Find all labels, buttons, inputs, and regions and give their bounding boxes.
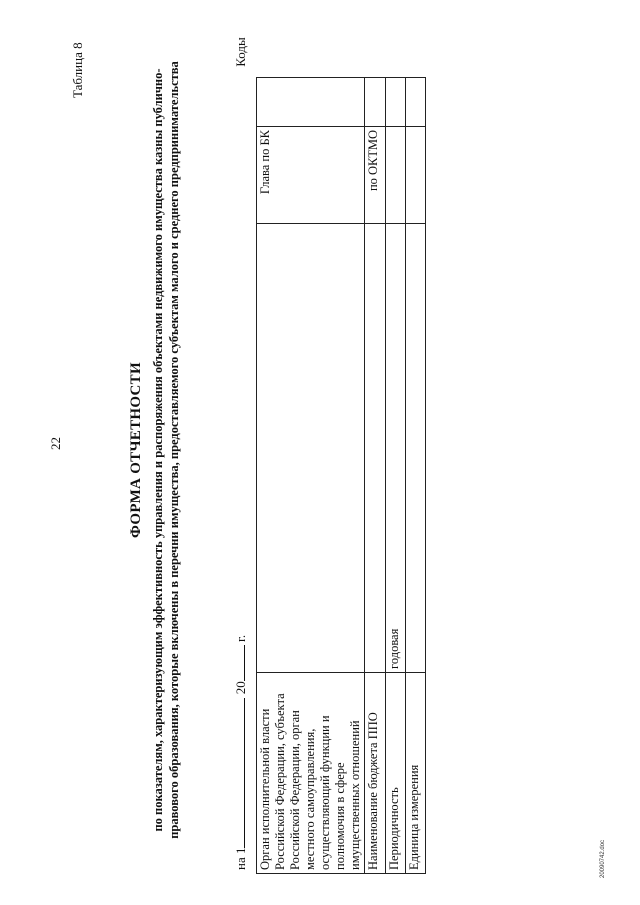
table-row — [406, 78, 426, 874]
row-value — [257, 224, 365, 673]
code-label — [406, 127, 426, 224]
document-file-id: 20090742.doc — [600, 839, 606, 878]
form-title: ФОРМА ОТЧЕТНОСТИ — [128, 362, 144, 538]
form-subtitle: по показателям, характеризующим эффективность управления и распоряжения объектами недвижимого имущества казны публично-правового образования, которые включены в перечни имущества, предоставляемого субъектам малого и среднего предпринимательства — [151, 61, 181, 839]
row-value — [406, 224, 426, 673]
table-label: Таблица 8 — [70, 42, 85, 98]
code-label: по ОКТМО — [365, 127, 386, 224]
year-prefix: 20 — [233, 681, 248, 695]
report-date-line — [232, 635, 249, 870]
form-header-table — [256, 77, 426, 874]
table-row — [365, 78, 386, 874]
code-label: Глава по БК — [257, 127, 365, 224]
code-cell — [386, 78, 406, 127]
code-cell — [406, 78, 426, 127]
code-label — [386, 127, 406, 224]
row-value: годовая — [386, 224, 406, 673]
row-name: Наименование бюджета ППО — [365, 673, 386, 874]
row-name: Периодичность — [386, 673, 406, 874]
row-name: Орган исполнительной власти Российской Федерации, субъекта Российской Федерации, орган местного самоуправления, осуществляющий функции и полномочия в сфере имущественных отношений — [257, 673, 365, 874]
codes-header: Коды — [233, 37, 248, 67]
year-blank — [232, 645, 245, 681]
date-prefix: на 1 — [233, 847, 248, 870]
day-month-blank — [232, 698, 245, 848]
year-suffix: г. — [233, 634, 248, 643]
table-row — [257, 78, 365, 874]
row-value — [365, 224, 386, 673]
code-cell — [257, 78, 365, 127]
table-row — [386, 78, 406, 874]
page-number: 22 — [48, 437, 63, 450]
code-cell — [365, 78, 386, 127]
row-name: Единица измерения — [406, 673, 426, 874]
document-page — [0, 10, 620, 890]
